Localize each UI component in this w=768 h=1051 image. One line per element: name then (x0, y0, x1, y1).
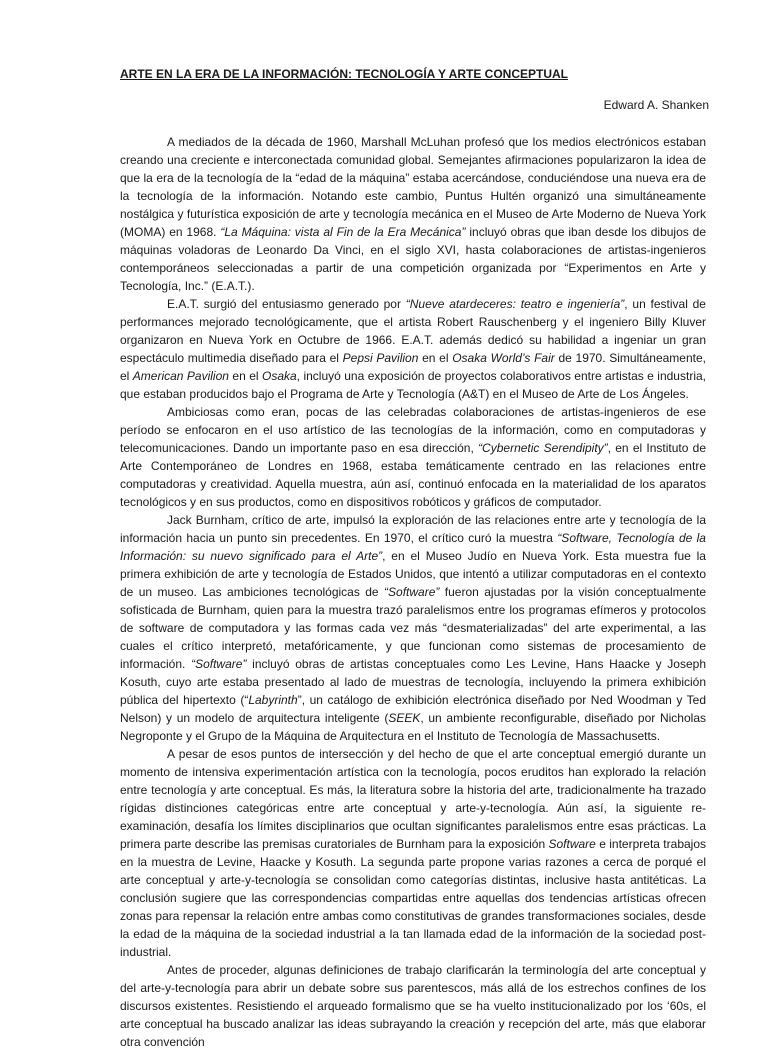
document-title: ARTE EN LA ERA DE LA INFORMACIÓN: TECNOLOGÍA Y ARTE CONCEPTUAL (120, 67, 569, 81)
italic-text: SEEK (388, 711, 421, 725)
paragraph (120, 133, 706, 295)
text-run: Antes de proceder, algunas definiciones de trabajo clarificarán la terminología del arte conceptual y del arte-y-tecnología para abrir un debate sobre sus parentescos, más allá de los estrechos confines de los discursos existentes. Resistiendo el arqueado formalismo que se ha vuelto institucionalizado por los ‘60s, el arte conceptual ha buscado analizar las ideas subrayando la creación y recepción del arte, más que elaborar otra convención (120, 963, 706, 1049)
text-run: incluyó obras de artistas conceptuales como Les Levine, Hans Haacke y Joseph Kosuth, cuyo arte estaba presentado al lado de muestras de tecnología, incluyendo la primera exhibición pública del hipertexto (“ (120, 657, 707, 707)
italic-text: “Software, Tecnología de la Información: su nuevo significado para el Arte” (120, 531, 706, 563)
paragraph (120, 961, 706, 1051)
italic-text: Pepsi Pavilion (342, 351, 419, 365)
document-body (120, 133, 706, 1051)
text-run: , en el Museo Judío en Nueva York. Esta muestra fue la primera exhibición de arte y tecnología de Estados Unidos, que intentó a utilizar computadoras en el contexto de un museo. Las ambiciones tecnológicas de (120, 549, 706, 599)
text-run: Ambiciosas como eran, pocas de las celebradas colaboraciones de artistas-ingenieros de ese período se enfocaron en el uso artístico de las tecnologías de la información, como en computadoras y telecomunicaciones. Dando un importante paso en esa dirección, (120, 405, 706, 455)
italic-text: “La Máquina: vista al Fin de la Era Mecánica” (220, 225, 466, 239)
italic-text: Osaka (261, 369, 297, 383)
paragraph (120, 511, 706, 745)
text-run: Jack Burnham, crítico de arte, impulsó la exploración de las relaciones entre arte y tecnología de la información hacia un punto sin precedentes. En 1970, el crítico curó la muestra (120, 513, 706, 545)
italic-text: “Cybernetic Serendipity” (478, 441, 608, 455)
paragraph (120, 403, 706, 511)
text-run: , en el Instituto de Arte Contemporáneo de Londres en 1968, estaba temáticamente centrado en las relaciones entre computadoras y creatividad. Aquella muestra, aún así, continuó enfocada en la materialidad de los aparatos tecnológicos y en sus productos, como en dispositivos robóticos y gráficos de computador. (120, 441, 707, 509)
text-run: , un festival de performances mejorado tecnológicamente, que el artista Robert Rauschenberg y el ingeniero Billy Kluver organizaron en Nueva York en Octubre de 1966. E.A.T. además dedicó su habilidad a ingeniar un gran espectáculo multimedia diseñado para el (120, 297, 706, 365)
text-run: de 1970. Simultáneamente, el (120, 351, 706, 383)
text-run: en el (418, 351, 453, 365)
italic-text: “Software” (191, 657, 247, 671)
text-run: , incluyó una exposición de proyectos colaborativos entre artistas e industria, que estaban producidos bajo el Programa de Arte y Tecnología (A&T) en el Museo de Arte de Los Ángeles. (120, 369, 706, 401)
text-run: incluyó obras que iban desde los dibujos de máquinas voladoras de Leonardo Da Vinci, en el siglo XVI, hasta colaboraciones de artistas-ingenieros contemporáneos seleccionadas a partir de una competición organizada por “Experimentos en Arte y Tecnología, Inc.” (E.A.T.). (120, 225, 707, 293)
author-name: Edward A. Shanken (603, 98, 709, 112)
text-run: E.A.T. surgió del entusiasmo generado por (167, 297, 406, 311)
text-run: A mediados de la década de 1960, Marshall McLuhan profesó que los medios electrónicos estaban creando una creciente e interconectada comunidad global. Semejantes afirmaciones popularizaron la idea de que la era de la tecnología de la “edad de la máquina” estaba acercándose, conduciéndose una nueva era de la tecnología de la información. Notando este cambio, Puntus Hultén organizó una simultáneamente nostálgica y futurística exposición de arte y tecnología mecánica en el Museo de Arte Moderno de Nueva York (MOMA) en 1968. (120, 135, 706, 239)
text-run: , un ambiente reconfigurable, diseñado por Nicholas Negroponte y el Grupo de la Máquina de Arquitectura en el Instituto de Tecnología de Massachusetts. (120, 711, 706, 743)
italic-text: American Pavilion (132, 369, 229, 383)
italic-text: Labyrinth (248, 693, 298, 707)
text-run: fueron ajustadas por la visión conceptualmente sofisticada de Burnham, quien para la muestra trazó paralelismos entre los programas efímeros y protocolos de software de computadora y las formas cada vez más “desmaterializadas” del arte experimental, a las cuales el crítico interpretó, metafóricamente, y que funcionan como sistemas de procesamiento de información. (120, 585, 707, 671)
italic-text: Software (548, 837, 596, 851)
text-run: A pesar de esos puntos de intersección y del hecho de que el arte conceptual emergió durante un momento de intensiva experimentación artística con la tecnología, pocos eruditos han explorado la relación entre tecnología y arte conceptual. Es más, la literatura sobre la historia del arte, tradicionalmente ha trazado rígidas distinciones categóricas entre arte conceptual y arte-y-tecnología. Aún así, la siguiente re-examinación, desafía los límites disciplinarios que ocultan significantes paralelismos entre esas prácticas. La primera parte describe las premisas curatoriales de Burnham para la exposición (120, 747, 706, 851)
italic-text: “Nueve atardeceres: teatro e ingeniería” (405, 297, 625, 311)
paragraph (120, 745, 706, 961)
italic-text: Osaka World’s Fair (452, 351, 555, 365)
italic-text: “Software” (384, 585, 440, 599)
text-run: e interpreta trabajos en la muestra de Levine, Haacke y Kosuth. La segunda parte propone varias razones a cerca de porqué el arte conceptual y arte-y-tecnología se consolidan como categorías distintas, inclusive hasta antitéticas. La conclusión sugiere que las correspondencias compartidas entre aquellas dos tendencias artísticas ofrecen zonas para repensar la relación entre ambas como constitutivas de grandes transformaciones sociales, desde la edad de la máquina de la sociedad industrial a la tan llamada edad de la información de la sociedad post-industrial. (120, 837, 707, 959)
text-run: en el (228, 369, 262, 383)
text-run: ”, un catálogo de exhibición electrónica diseñado por Ned Woodman y Ted Nelson) y un modelo de arquitectura inteligente ( (120, 693, 707, 725)
paragraph (120, 295, 706, 403)
